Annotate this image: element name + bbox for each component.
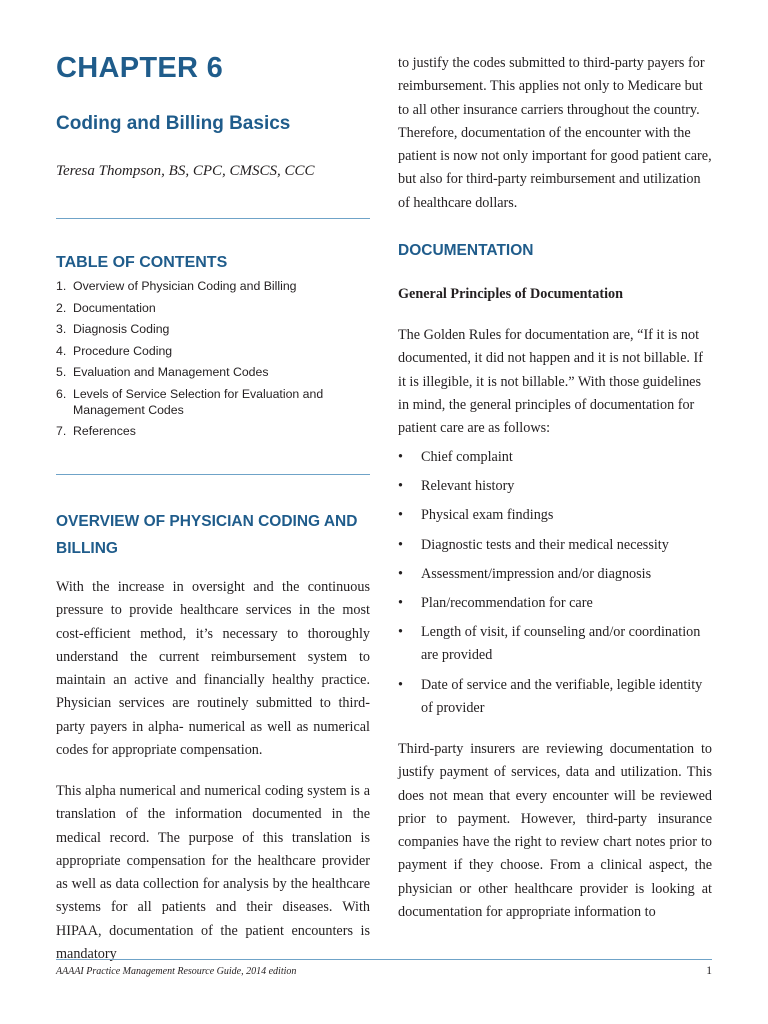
toc-item-label: Overview of Physician Coding and Billing <box>73 279 297 293</box>
divider-middle <box>56 474 370 475</box>
chapter-subtitle: Coding and Billing Basics <box>56 113 291 134</box>
toc-item-label: Procedure Coding <box>73 343 173 358</box>
divider-top <box>56 218 370 219</box>
documentation-principles-list <box>398 446 712 726</box>
toc-item-label: Diagnosis Coding <box>73 322 170 336</box>
page-number: 1 <box>706 965 712 977</box>
list-item: • Assessment/impression and/or diagnosis <box>398 563 712 586</box>
toc-item[interactable]: 1. Overview of Physician Coding and Billing <box>56 279 297 293</box>
toc-heading: TABLE OF CONTENTS <box>56 254 228 271</box>
chapter-title: CHAPTER 6 <box>56 52 224 84</box>
toc-item[interactable]: 7. References <box>56 424 136 438</box>
toc-item-label: Levels of Service Selection for Evaluation and Management Codes <box>73 386 324 417</box>
list-item: • Physical exam findings <box>398 504 712 527</box>
list-item: • Length of visit, if counseling and/or coordination are provided <box>398 621 712 668</box>
table-of-contents <box>56 278 356 445</box>
toc-item[interactable]: 3. Diagnosis Coding <box>56 322 170 336</box>
third-party-paragraph: Third-party insurers are reviewing documentation to justify payment of services, data and utilization. This does not mean that every encounter will be reviewed prior to payment. However, third-party insurance companies have the right to review chart notes prior to payment if they choose. From a clinical aspect, the physician or other healthcare provider is looking at documentation for appropriate information to <box>398 741 712 921</box>
list-item: • Diagnostic tests and their medical necessity <box>398 534 712 557</box>
golden-rules-paragraph: The Golden Rules for documentation are, “If it is not documented, it did not happen and it is not billable. If it is illegible, it is not billable.” With those guidelines in mind, the general principles of documentation for patient care are as follows: <box>398 327 703 437</box>
general-principles-heading: General Principles of Documentation <box>398 286 623 302</box>
toc-item[interactable]: 5. Evaluation and Management Codes <box>56 365 269 379</box>
toc-item-label: Evaluation and Management Codes <box>73 365 269 379</box>
overview-heading: OVERVIEW OF PHYSICIAN CODING AND BILLING <box>56 513 358 557</box>
toc-item-label: Documentation <box>73 300 156 315</box>
toc-item[interactable]: 6. Levels of Service Selection for Evaluation and Management Codes <box>56 386 324 417</box>
footer-divider <box>56 959 712 960</box>
overview-paragraph-2: This alpha numerical and numerical coding system is a translation of the information documented in the medical record. The purpose of this translation is appropriate compensation for the healthcare provider as well as data collection for analysis by the healthcare systems for all patients and their diseases. With HIPAA, documentation of the patient encounters is mandatory <box>56 783 370 963</box>
list-item: • Chief complaint <box>398 446 712 469</box>
toc-item[interactable]: 2. Documentation <box>56 300 156 315</box>
list-item: • Relevant history <box>398 475 712 498</box>
author-line: Teresa Thompson, BS, CPC, CMSCS, CCC <box>56 163 315 179</box>
list-item: • Plan/recommendation for care <box>398 592 712 615</box>
documentation-heading: DOCUMENTATION <box>398 242 534 259</box>
toc-item[interactable]: 4. Procedure Coding <box>56 343 173 358</box>
toc-item-label: References <box>73 424 136 438</box>
continuation-paragraph: to justify the codes submitted to third-party payers for reimbursement. This applies not only to Medicare but to all other insurance carriers throughout the country. Therefore, documentation of the encounter with the patient is now not only important for good patient care, but also for third-party reimbursement and utilization of healthcare dollars. <box>398 55 712 211</box>
list-item: • Date of service and the verifiable, legible identity of provider <box>398 674 712 721</box>
footer-source: AAAAI Practice Management Resource Guide, 2014 edition <box>56 966 297 977</box>
overview-paragraph-1: With the increase in oversight and the continuous pressure to provide healthcare services in the most cost-efficient method, it’s necessary to thoroughly understand the current reimbursement system to maintain an active and financially healthy practice. Physician services are routinely submitted to third-party payers in alpha- numerical as well as numerical codes for appropriate compensation. <box>56 579 370 759</box>
